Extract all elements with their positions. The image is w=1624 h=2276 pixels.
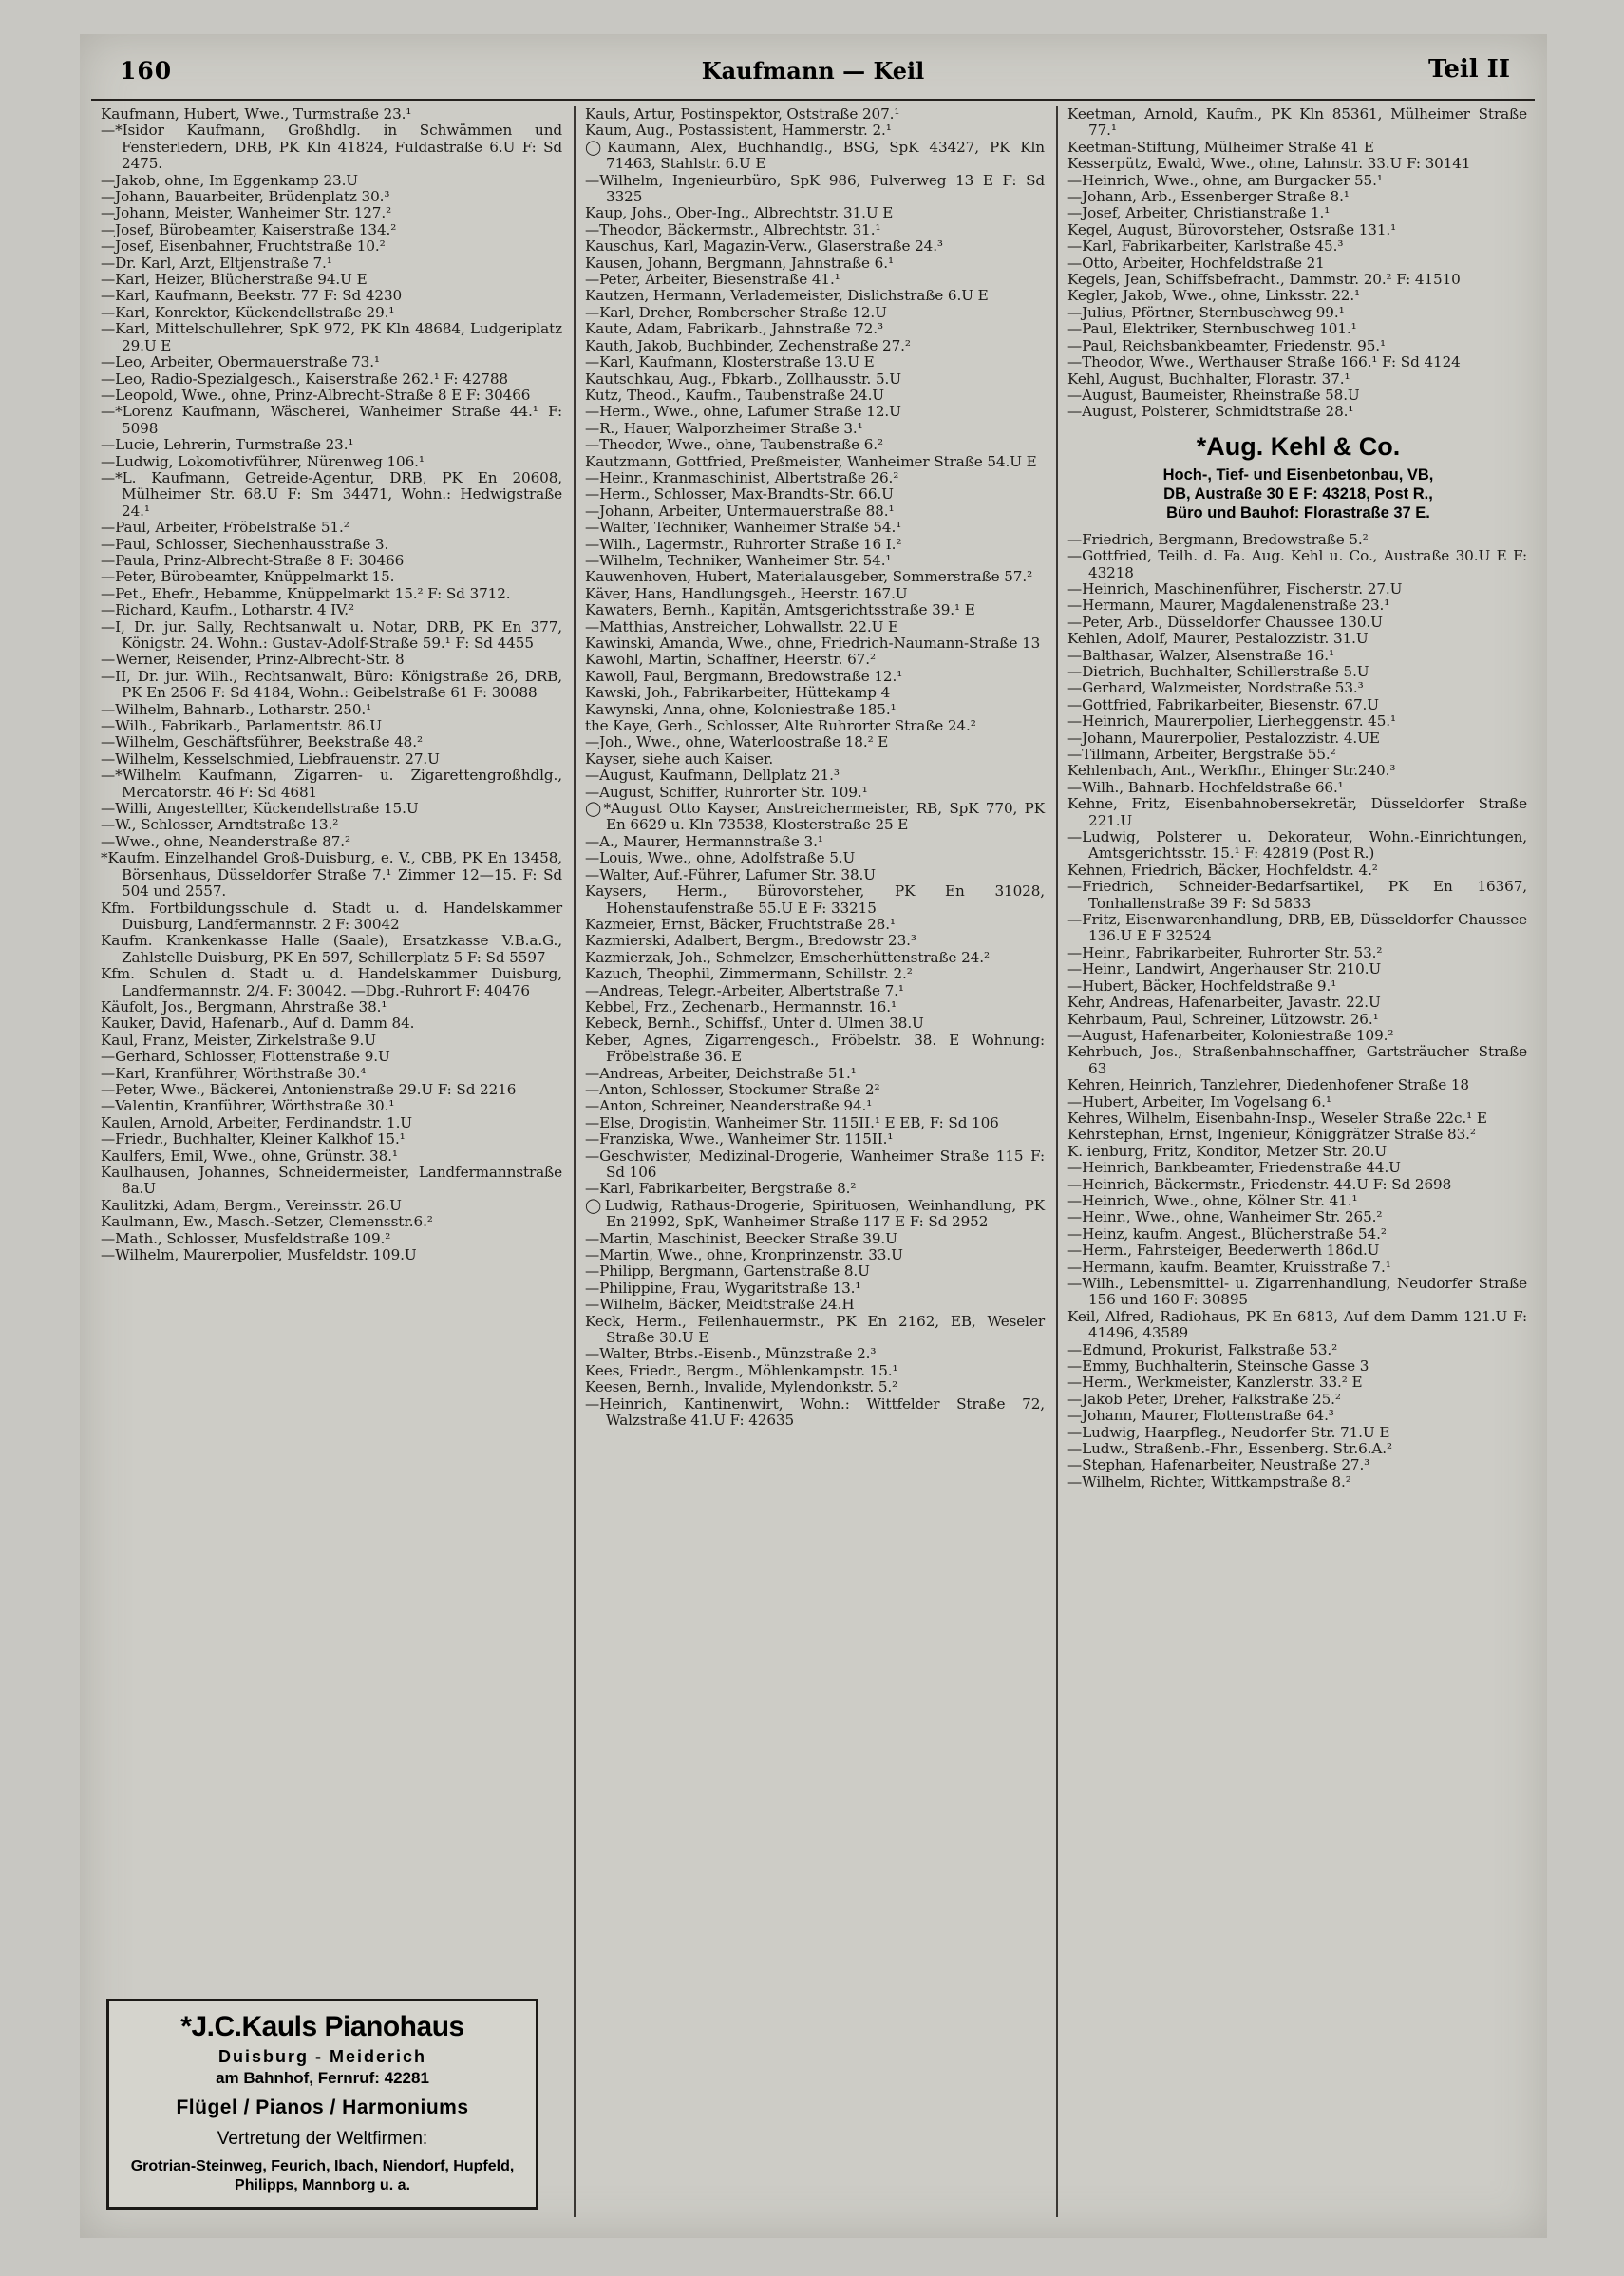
advertisement-pianohaus xyxy=(106,1999,538,2210)
directory-entry: Kehren, Heinrich, Tanzlehrer, Diedenhofener Straße 18 xyxy=(1067,1076,1469,1094)
directory-entry: —Walter, Btrbs.-Eisenb., Münzstraße 2.³ xyxy=(585,1345,877,1363)
directory-entry: Kebbel, Frz., Zechenarb., Hermannstr. 16.¹ xyxy=(585,997,897,1015)
directory-entry: —Gerhard, Walzmeister, Nordstraße 53.³ xyxy=(1067,679,1364,697)
directory-entry: —Herm., Wwe., ohne, Lafumer Straße 12.U xyxy=(585,403,901,421)
directory-entry: Kees, Friedr., Bergm., Möhlenkampstr. 15.¹ xyxy=(585,1361,898,1379)
advertisement-kehl xyxy=(1067,432,1529,522)
directory-entry: K. ienburg, Fritz, Konditor, Metzer Str. 20.U xyxy=(1067,1142,1388,1160)
directory-entry: —Paul, Schlosser, Siechenhausstraße 3. xyxy=(101,535,389,553)
directory-entry: —Heinz, kaufm. Angest., Blücherstraße 54.² xyxy=(1067,1224,1387,1242)
directory-entry: —Karl, Heizer, Blücherstraße 94.U E xyxy=(101,271,368,289)
directory-entry: ◯Ludwig, Rathaus-Drogerie, Spirituosen, Weinhandlung, PK En 21992, SpK, Wanheimer Straße 117 E F: Sd 2952 xyxy=(585,1196,1045,1231)
directory-entry: —Friedrich, Bergmann, Bredowstraße 5.² xyxy=(1067,530,1369,548)
directory-entry: Kaufm. Krankenkasse Halle (Saale), Ersatzkasse V.B.a.G., Zahlstelle Duisburg, PK En 597, Schillerplatz 5 F: Sd 5597 xyxy=(101,932,562,966)
directory-entry: —Wilh., Bahnarb. Hochfeldstraße 66.¹ xyxy=(1067,778,1344,796)
directory-entry: —Pet., Ehefr., Hebamme, Knüppelmarkt 15.² F: Sd 3712. xyxy=(101,584,511,602)
directory-entry: the Kaye, Gerh., Schlosser, Alte Ruhrorter Straße 24.² xyxy=(585,717,976,735)
directory-entry: —Theodor, Wwe., ohne, Taubenstraße 6.² xyxy=(585,436,884,454)
directory-entry: ◯Kaumann, Alex, Buchhandlg., BSG, SpK 43427, PK Kln 71463, Stahlstr. 6.U E xyxy=(585,138,1045,173)
directory-entry: —Leo, Arbeiter, Obermauerstraße 73.¹ xyxy=(101,353,380,371)
directory-entry: Kehlenbach, Ant., Werkfhr., Ehinger Str.240.³ xyxy=(1067,762,1396,780)
directory-entry: Keetman-Stiftung, Mülheimer Straße 41 E xyxy=(1067,138,1374,156)
directory-entry: Kaulhausen, Johannes, Schneidermeister, Landfermannstraße 8a.U xyxy=(101,1164,562,1198)
directory-entry: —Johann, Maurerpolier, Pestalozzistr. 4.UE xyxy=(1067,729,1380,747)
directory-entry: Kegel, August, Bürovorsteher, Ostsraße 131.¹ xyxy=(1067,220,1397,238)
directory-entry: —Karl, Dreher, Romberscher Straße 12.U xyxy=(585,303,887,321)
directory-entry: —Leo, Radio-Spezialgesch., Kaiserstraße 262.¹ F: 42788 xyxy=(101,370,508,388)
directory-entry: Kautzmann, Gottfried, Preßmeister, Wanheimer Straße 54.U E xyxy=(585,452,1037,470)
directory-entry: —Hubert, Arbeiter, Im Vogelsang 6.¹ xyxy=(1067,1092,1331,1110)
directory-entry: —Wilhelm, Bäcker, Meidtstraße 24.H xyxy=(585,1296,855,1314)
directory-entry: Keck, Herm., Feilenhauermstr., PK En 2162, EB, Weseler Straße 30.U E xyxy=(585,1312,1045,1347)
directory-entry: —Wilhelm, Geschäftsführer, Beekstraße 48.² xyxy=(101,733,423,751)
ad-kehl-title: *Aug. Kehl & Co. xyxy=(1196,431,1401,461)
directory-entry: —Friedr., Buchhalter, Kleiner Kalkhof 15.¹ xyxy=(101,1130,406,1148)
directory-entry: Keesen, Bernh., Invalide, Mylendonkstr. 5.² xyxy=(585,1378,898,1396)
directory-entry: —Peter, Wwe., Bäckerei, Antonienstraße 29.U F: Sd 2216 xyxy=(101,1080,517,1098)
directory-entry: —Martin, Maschinist, Beecker Straße 39.U xyxy=(585,1229,897,1247)
directory-entry: —*L. Kaufmann, Getreide-Agentur, DRB, PK En 20608, Mülheimer Str. 68.U F: Sm 34471, Wohn.: Hedwigstraße 24.¹ xyxy=(101,468,562,520)
directory-entry: —Emmy, Buchhalterin, Steinsche Gasse 3 xyxy=(1067,1357,1369,1375)
directory-entry: ◯*August Otto Kayser, Anstreichermeister, RB, SpK 770, PK En 6629 u. Kln 73538, Klosterstraße 25 E xyxy=(585,800,1045,834)
directory-entry: Kehlen, Adolf, Maurer, Pestalozzistr. 31.U xyxy=(1067,630,1369,648)
directory-entry: Kauker, David, Hafenarb., Auf d. Damm 84. xyxy=(101,1015,415,1033)
ad-pianohaus-line5: Grotrian-Steinweg, Feurich, Ibach, Niendorf, Hupfeld, Philipps, Mannborg u. a. xyxy=(130,2158,515,2193)
directory-entry: —Martin, Wwe., ohne, Kronprinzenstr. 33.U xyxy=(585,1246,903,1264)
directory-entry: —Walter, Techniker, Wanheimer Straße 54.¹ xyxy=(585,519,902,537)
directory-entry: —Else, Drogistin, Wanheimer Str. 115II.¹ E EB, F: Sd 106 xyxy=(585,1113,999,1131)
directory-entry: Kehrbuch, Jos., Straßenbahnschaffner, Gartsträucher Straße 63 xyxy=(1067,1043,1527,1077)
directory-entry: Kegler, Jakob, Wwe., ohne, Linksstr. 22.¹ xyxy=(1067,287,1361,305)
ad-pianohaus-line4: Vertretung der Weltfirmen: xyxy=(217,2129,428,2149)
directory-entry: —Jakob, ohne, Im Eggenkamp 23.U xyxy=(101,171,358,189)
directory-entry: Kehnen, Friedrich, Bäcker, Hochfeldstr. 4.² xyxy=(1067,861,1378,879)
directory-entry: Kaulfers, Emil, Wwe., ohne, Grünstr. 38.¹ xyxy=(101,1147,398,1165)
directory-entry: Keetman, Arnold, Kaufm., PK Kln 85361, Mülheimer Straße 77.¹ xyxy=(1067,105,1527,140)
directory-entry: —*Isidor Kaufmann, Großhdlg. in Schwämmen und Fensterledern, DRB, PK Kln 41824, Fuldastraße 6.U F: Sd 2475. xyxy=(101,122,562,173)
directory-entry: Kazmierski, Adalbert, Bergm., Bredowstr 23.³ xyxy=(585,932,916,950)
directory-entry: —Wilhelm, Maurerpolier, Musfeldstr. 109.U xyxy=(101,1246,417,1264)
directory-entry: Kaysers, Herm., Bürovorsteher, PK En 31028, Hohenstaufenstraße 55.U E F: 33215 xyxy=(585,882,1045,917)
directory-entry: Kfm. Schulen d. Stadt u. d. Handelskammer Duisburg, Landfermannstr. 2/4. F: 30042. —Dbg.-Ruhrort F: 40476 xyxy=(101,965,562,999)
page-number: 160 xyxy=(120,57,173,85)
directory-entry: —Karl, Fabrikarbeiter, Bergstraße 8.² xyxy=(585,1180,857,1198)
directory-entry: —Otto, Arbeiter, Hochfeldstraße 21 xyxy=(1067,254,1325,272)
directory-entry: —Johann, Arbeiter, Untermauerstraße 88.¹ xyxy=(585,502,895,520)
column-1 xyxy=(91,106,574,2217)
directory-entry: Kawoll, Paul, Bergmann, Bredowstraße 12.¹ xyxy=(585,667,903,685)
directory-entry: —Wwe., ohne, Neanderstraße 87.² xyxy=(101,832,351,850)
directory-entry: —Karl, Kaufmann, Beekstr. 77 F: Sd 4230 xyxy=(101,287,403,305)
directory-entry: —Herm., Werkmeister, Kanzlerstr. 33.² E xyxy=(1067,1374,1363,1392)
directory-entry: —Herm., Schlosser, Max-Brandts-Str. 66.U xyxy=(585,485,894,503)
directory-entry: —Math., Schlosser, Musfeldstraße 109.² xyxy=(101,1229,391,1247)
directory-entry: Kehres, Wilhelm, Eisenbahn-Insp., Weseler Straße 22c.¹ E xyxy=(1067,1109,1487,1127)
directory-entry: —Karl, Kaufmann, Klosterstraße 13.U E xyxy=(585,353,875,371)
directory-entry: Kauwenhoven, Hubert, Materialausgeber, Sommerstraße 57.² xyxy=(585,568,1033,586)
directory-entry: —Ludwig, Polsterer u. Dekorateur, Wohn.-Einrichtungen, Amtsgerichtsstr. 15.¹ F: 42819 (Post R.) xyxy=(1067,828,1527,863)
directory-entry: Kautzen, Hermann, Verlademeister, Dislichstraße 6.U E xyxy=(585,287,989,305)
directory-entry: —Anton, Schreiner, Neanderstraße 94.¹ xyxy=(585,1097,873,1115)
directory-entry: —Heinr., Kranmaschinist, Albertstraße 26.² xyxy=(585,468,899,486)
directory-entry: —Heinrich, Maschinenführer, Fischerstr. 27.U xyxy=(1067,579,1403,597)
directory-entry: —Werner, Reisender, Prinz-Albrecht-Str. 8 xyxy=(101,651,405,669)
directory-entry: —Peter, Arb., Düsseldorfer Chaussee 130.U xyxy=(1067,613,1383,631)
ad-kehl-line3: Büro und Bauhof: Florastraße 37 E. xyxy=(1166,503,1430,522)
directory-entry: —Josef, Eisenbahner, Fruchtstraße 10.² xyxy=(101,237,386,256)
directory-entry: —Johann, Maurer, Flottenstraße 64.³ xyxy=(1067,1407,1334,1425)
directory-entry: Kaulitzki, Adam, Bergm., Vereinsstr. 26.U xyxy=(101,1196,402,1214)
directory-entry: Keber, Agnes, Zigarrengesch., Fröbelstr. 38. E Wohnung: Fröbelstraße 36. E xyxy=(585,1031,1045,1066)
directory-entry: Kehrstephan, Ernst, Ingenieur, Königgrätzer Straße 83.² xyxy=(1067,1126,1476,1144)
directory-entry: —Karl, Mittelschullehrer, SpK 972, PK Kln 48684, Ludgeriplatz 29.U E xyxy=(101,320,562,354)
ad-kehl-line1: Hoch-, Tief- und Eisenbetonbau, VB, xyxy=(1162,465,1434,484)
directory-entry: —Joh., Wwe., ohne, Waterloostraße 18.² E xyxy=(585,733,889,751)
directory-entry: Kawaters, Bernh., Kapitän, Amtsgerichtsstraße 39.¹ E xyxy=(585,601,975,619)
directory-entry: Kaup, Johs., Ober-Ing., Albrechtstr. 31.U E xyxy=(585,204,894,222)
directory-entry: —Dr. Karl, Arzt, Eltjenstraße 7.¹ xyxy=(101,254,332,272)
header-divider xyxy=(91,99,1535,101)
ad-kehl-line2: DB, Austraße 30 E F: 43218, Post R., xyxy=(1163,484,1433,503)
directory-entry: —Wilh., Lagermstr., Ruhrorter Straße 16 I.² xyxy=(585,535,902,553)
directory-entry: Kehrbaum, Paul, Schreiner, Lützowstr. 26.¹ xyxy=(1067,1010,1379,1028)
directory-entry: —Paul, Arbeiter, Fröbelstraße 51.² xyxy=(101,519,349,537)
directory-entry: —Wilh., Fabrikarb., Parlamentstr. 86.U xyxy=(101,717,382,735)
directory-entry: —Gottfried, Teilh. d. Fa. Aug. Kehl u. Co., Austraße 30.U E F: 43218 xyxy=(1067,547,1527,581)
column-3 xyxy=(1056,106,1539,2217)
directory-entry: —August, Hafenarbeiter, Koloniestraße 109.² xyxy=(1067,1026,1394,1044)
directory-entry: —Johann, Bauarbeiter, Brüdenplatz 30.³ xyxy=(101,188,390,206)
directory-entry: Kehl, August, Buchhalter, Florastr. 37.¹ xyxy=(1067,370,1350,388)
directory-entry: —Peter, Bürobeamter, Knüppelmarkt 15. xyxy=(101,568,395,586)
directory-entry: Kauth, Jakob, Buchbinder, Zechenstraße 27.² xyxy=(585,336,911,354)
directory-entry: —Wilh., Lebensmittel- u. Zigarrenhandlung, Neudorfer Straße 156 und 160 F: 30895 xyxy=(1067,1275,1527,1309)
directory-entry: —Stephan, Hafenarbeiter, Neustraße 27.³ xyxy=(1067,1456,1370,1474)
directory-entry: —Willi, Angestellter, Kückendellstraße 15.U xyxy=(101,800,419,818)
directory-entry: —Heinrich, Bäckermstr., Friedenstr. 44.U F: Sd 2698 xyxy=(1067,1175,1452,1193)
directory-entry: —Herm., Fahrsteiger, Beederwerth 186d.U xyxy=(1067,1242,1380,1260)
directory-entry: —Josef, Arbeiter, Christianstraße 1.¹ xyxy=(1067,204,1331,222)
directory-entry: Kegels, Jean, Schiffsbefracht., Dammstr. 20.² F: 41510 xyxy=(1067,271,1461,289)
directory-entry: —Wilhelm, Techniker, Wanheimer Str. 54.¹ xyxy=(585,551,892,569)
directory-entry: —Lucie, Lehrerin, Turmstraße 23.¹ xyxy=(101,436,354,454)
directory-entry: —Dietrich, Buchhalter, Schillerstraße 5.U xyxy=(1067,662,1369,680)
directory-entry: —Heinr., Fabrikarbeiter, Ruhrorter Str. 53.² xyxy=(1067,943,1383,961)
directory-entry: —Ludwig, Lokomotivführer, Nürenweg 106.¹ xyxy=(101,452,425,470)
directory-entry: —Johann, Meister, Wanheimer Str. 127.² xyxy=(101,204,392,222)
directory-entry: —Andreas, Arbeiter, Deichstraße 51.¹ xyxy=(585,1064,857,1082)
directory-entry: —Paul, Reichsbankbeamter, Friedenstr. 95.¹ xyxy=(1067,336,1387,354)
directory-entry: —August, Polsterer, Schmidtstraße 28.¹ xyxy=(1067,403,1354,421)
directory-entry: —Friedrich, Schneider-Bedarfsartikel, PK En 16367, Tonhallenstraße 39 F: Sd 5833 xyxy=(1067,878,1527,912)
directory-entry: Kazmierzak, Joh., Schmelzer, Emscherhüttenstraße 24.² xyxy=(585,948,990,966)
directory-entry: Kausen, Johann, Bergmann, Jahnstraße 6.¹ xyxy=(585,254,894,272)
directory-entry: Kutz, Theod., Kaufm., Taubenstraße 24.U xyxy=(585,386,884,404)
directory-entry: Kayser, siehe auch Kaiser. xyxy=(585,749,774,768)
directory-entry: —I, Dr. jur. Sally, Rechtsanwalt u. Notar, DRB, PK En 377, Königstr. 24. Wohn.: Gustav-Adolf-Straße 59.¹ F: Sd 4455 xyxy=(101,617,562,652)
directory-entry: Kawinski, Amanda, Wwe., ohne, Friedrich-Naumann-Straße 13 xyxy=(585,635,1041,652)
directory-entry: —Gerhard, Schlosser, Flottenstraße 9.U xyxy=(101,1048,390,1066)
directory-entry: Käver, Hans, Handlungsgeh., Heerstr. 167.U xyxy=(585,584,908,602)
directory-entry: —Tillmann, Arbeiter, Bergstraße 55.² xyxy=(1067,746,1336,763)
directory-entry: —Karl, Kranführer, Wörthstraße 30.⁴ xyxy=(101,1064,367,1082)
directory-entry: —Balthasar, Walzer, Alsenstraße 16.¹ xyxy=(1067,646,1334,664)
directory-entry: Kawohl, Martin, Schaffner, Heerstr. 67.² xyxy=(585,651,876,669)
directory-entry: Kaufmann, Hubert, Wwe., Turmstraße 23.¹ xyxy=(101,105,412,123)
directory-entry: Kaum, Aug., Postassistent, Hammerstr. 2.¹ xyxy=(585,122,892,140)
directory-entry: —Julius, Pförtner, Sternbuschweg 99.¹ xyxy=(1067,303,1345,321)
column-2 xyxy=(574,106,1056,2217)
directory-entry: —Josef, Bürobeamter, Kaiserstraße 134.² xyxy=(101,220,397,238)
directory-entry: Kawynski, Anna, ohne, Koloniestraße 185.¹ xyxy=(585,700,897,718)
directory-entry: —Wilhelm, Richter, Wittkampstraße 8.² xyxy=(1067,1472,1351,1490)
directory-entry: —Hubert, Bäcker, Hochfeldstraße 9.¹ xyxy=(1067,977,1337,995)
directory-entry: *Kaufm. Einzelhandel Groß-Duisburg, e. V., CBB, PK En 13458, Börsenhaus, Düsseldorfer Straße 7.¹ Zimmer 12—15. F: Sd 504 und 2557. xyxy=(101,849,562,901)
directory-entry: —W., Schlosser, Arndtstraße 13.² xyxy=(101,816,339,834)
directory-entry: —Heinrich, Kantinenwirt, Wohn.: Wittfelder Straße 72, Walzstraße 41.U F: 42635 xyxy=(585,1394,1045,1430)
directory-entry: —Louis, Wwe., ohne, Adolfstraße 5.U xyxy=(585,849,856,867)
directory-entry: Kauschus, Karl, Magazin-Verw., Glaserstraße 24.³ xyxy=(585,237,943,256)
directory-entry: —August, Kaufmann, Dellplatz 21.³ xyxy=(585,767,840,785)
directory-entry: Kazmeier, Ernst, Bäcker, Fruchtstraße 28.¹ xyxy=(585,915,896,933)
directory-columns xyxy=(91,106,1539,2217)
directory-entry: Kesserpütz, Ewald, Wwe., ohne, Lahnstr. 33.U F: 30141 xyxy=(1067,155,1471,173)
directory-entry: —Richard, Kaufm., Lotharstr. 4 IV.² xyxy=(101,601,354,619)
directory-entry: Kaulmann, Ew., Masch.-Setzer, Clemensstr.6.² xyxy=(101,1213,433,1231)
directory-entry: —Philippine, Frau, Wygaritstraße 13.¹ xyxy=(585,1279,861,1297)
directory-entry: —August, Schiffer, Ruhrorter Str. 109.¹ xyxy=(585,783,868,801)
directory-entry: Kautschkau, Aug., Fbkarb., Zollhausstr. 5.U xyxy=(585,370,901,388)
ad-pianohaus-line2: am Bahnhof, Fernruf: 42281 xyxy=(216,2069,429,2087)
directory-entry: —Matthias, Anstreicher, Lohwallstr. 22.U E xyxy=(585,617,899,635)
directory-entry: Käufolt, Jos., Bergmann, Ahrstraße 38.¹ xyxy=(101,997,387,1015)
directory-entry: —Hermann, Maurer, Magdalenenstraße 23.¹ xyxy=(1067,597,1390,615)
directory-entry: —Wilhelm, Bahnarb., Lotharstr. 250.¹ xyxy=(101,700,372,718)
directory-entry: —Heinr., Wwe., ohne, Wanheimer Str. 265.² xyxy=(1067,1208,1383,1226)
directory-entry: Kehne, Fritz, Eisenbahnobersekretär, Düsseldorfer Straße 221.U xyxy=(1067,795,1527,829)
directory-entry: —*Lorenz Kaufmann, Wäscherei, Wanheimer Straße 44.¹ F: 5098 xyxy=(101,403,562,437)
directory-entry: Kaulen, Arnold, Arbeiter, Ferdinandstr. 1.U xyxy=(101,1113,412,1131)
directory-entry: —Karl, Konrektor, Kückendellstraße 29.¹ xyxy=(101,303,395,321)
directory-entry: —Jakob Peter, Dreher, Falkstraße 25.² xyxy=(1067,1390,1341,1408)
directory-entry: —Andreas, Telegr.-Arbeiter, Albertstraße 7.¹ xyxy=(585,981,904,999)
directory-entry: —Edmund, Prokurist, Falkstraße 53.² xyxy=(1067,1340,1338,1358)
directory-entry: Kehr, Andreas, Hafenarbeiter, Javastr. 22.U xyxy=(1067,994,1381,1012)
directory-entry: —Hermann, kaufm. Beamter, Kruisstraße 7.¹ xyxy=(1067,1258,1391,1276)
directory-entry: —Paula, Prinz-Albrecht-Straße 8 F: 30466 xyxy=(101,551,405,569)
directory-entry: —Theodor, Bäckermstr., Albrechtstr. 31.¹ xyxy=(585,220,881,238)
ad-pianohaus-line1: Duisburg - Meiderich xyxy=(217,2047,426,2066)
directory-entry: —Leopold, Wwe., ohne, Prinz-Albrecht-Straße 8 E F: 30466 xyxy=(101,386,531,404)
directory-entry: —Geschwister, Medizinal-Drogerie, Wanheimer Straße 115 F: Sd 106 xyxy=(585,1147,1045,1181)
directory-entry: —Wilhelm, Kesselschmied, Liebfrauenstr. 27.U xyxy=(101,749,440,768)
page-header xyxy=(91,55,1535,101)
directory-entry: —Valentin, Kranführer, Wörthstraße 30.¹ xyxy=(101,1097,395,1115)
directory-entry: —II, Dr. jur. Wilh., Rechtsanwalt, Büro: Königstraße 26, DRB, PK En 2506 F: Sd 4184, Wohn.: Geibelstraße 61 F: 30088 xyxy=(101,667,562,702)
directory-entry: —Paul, Elektriker, Sternbuschweg 101.¹ xyxy=(1067,320,1357,338)
directory-entry: —Heinrich, Wwe., ohne, am Burgacker 55.¹ xyxy=(1067,171,1383,189)
directory-entry: —Philipp, Bergmann, Gartenstraße 8.U xyxy=(585,1262,870,1280)
directory-entry: —Heinr., Landwirt, Angerhauser Str. 210.U xyxy=(1067,960,1382,978)
directory-entry: —Walter, Auf.-Führer, Lafumer Str. 38.U xyxy=(585,865,876,883)
ad-pianohaus-line3: Flügel / Pianos / Harmoniums xyxy=(176,2096,469,2118)
directory-entry: —R., Hauer, Walporzheimer Straße 3.¹ xyxy=(585,419,863,437)
running-head-title: Kaufmann — Keil xyxy=(701,57,925,85)
directory-entry: —A., Maurer, Hermannstraße 3.¹ xyxy=(585,832,823,850)
directory-entry: —*Wilhelm Kaufmann, Zigarren- u. Zigarettengroßhdlg., Mercatorstr. 46 F: Sd 4681 xyxy=(101,767,562,801)
directory-entry: —Ludwig, Haarpfleg., Neudorfer Str. 71.U E xyxy=(1067,1423,1390,1441)
directory-entry: —Gottfried, Fabrikarbeiter, Biesenstr. 67.U xyxy=(1067,695,1379,713)
directory-entry: —Fritz, Eisenwarenhandlung, DRB, EB, Düsseldorfer Chaussee 136.U E F 32524 xyxy=(1067,911,1527,945)
directory-entry: Kazuch, Theophil, Zimmermann, Schillstr. 2.² xyxy=(585,965,913,983)
directory-entry: —Karl, Fabrikarbeiter, Karlstraße 45.³ xyxy=(1067,237,1344,256)
directory-entry: —Heinrich, Bankbeamter, Friedenstraße 44.U xyxy=(1067,1159,1401,1177)
directory-entry: Kfm. Fortbildungsschule d. Stadt u. d. Handelskammer Duisburg, Landfermannstr. 2 F: 30042 xyxy=(101,899,562,933)
directory-entry: —Heinrich, Maurerpolier, Lierheggenstr. 45.¹ xyxy=(1067,712,1396,730)
directory-entry: —Wilhelm, Ingenieurbüro, SpK 986, Pulverweg 13 E F: Sd 3325 xyxy=(585,171,1045,206)
part-label: Teil II xyxy=(1427,55,1510,84)
ad-reserved-space xyxy=(101,1263,564,1501)
directory-entry: —Heinrich, Wwe., ohne, Kölner Str. 41.¹ xyxy=(1067,1191,1358,1209)
directory-entry: —Ludw., Straßenb.-Fhr., Essenberg. Str.6.A.² xyxy=(1067,1440,1392,1458)
directory-entry: Kauls, Artur, Postinspektor, Oststraße 207.¹ xyxy=(585,105,900,123)
directory-entry: Keil, Alfred, Radiohaus, PK En 6813, Auf dem Damm 121.U F: 41496, 43589 xyxy=(1067,1307,1527,1342)
directory-entry: —Franziska, Wwe., Wanheimer Str. 115II.¹ xyxy=(585,1130,894,1148)
directory-entry: —Johann, Arb., Essenberger Straße 8.¹ xyxy=(1067,188,1350,206)
directory-entry: Kebeck, Bernh., Schiffsf., Unter d. Ulmen 38.U xyxy=(585,1015,924,1033)
directory-entry: —Peter, Arbeiter, Biesenstraße 41.¹ xyxy=(585,271,840,289)
directory-entry: Kawski, Joh., Fabrikarbeiter, Hüttekamp 4 xyxy=(585,684,891,702)
directory-entry: Kaute, Adam, Fabrikarb., Jahnstraße 72.³ xyxy=(585,320,883,338)
directory-entry: —Theodor, Wwe., Werthauser Straße 166.¹ F: Sd 4124 xyxy=(1067,353,1461,371)
ad-pianohaus-title: *J.C.Kauls Pianohaus xyxy=(180,2011,464,2042)
directory-entry: Kaul, Franz, Meister, Zirkelstraße 9.U xyxy=(101,1031,376,1049)
directory-entry: —Anton, Schlosser, Stockumer Straße 2² xyxy=(585,1080,880,1098)
directory-entry: —August, Baumeister, Rheinstraße 58.U xyxy=(1067,386,1360,404)
